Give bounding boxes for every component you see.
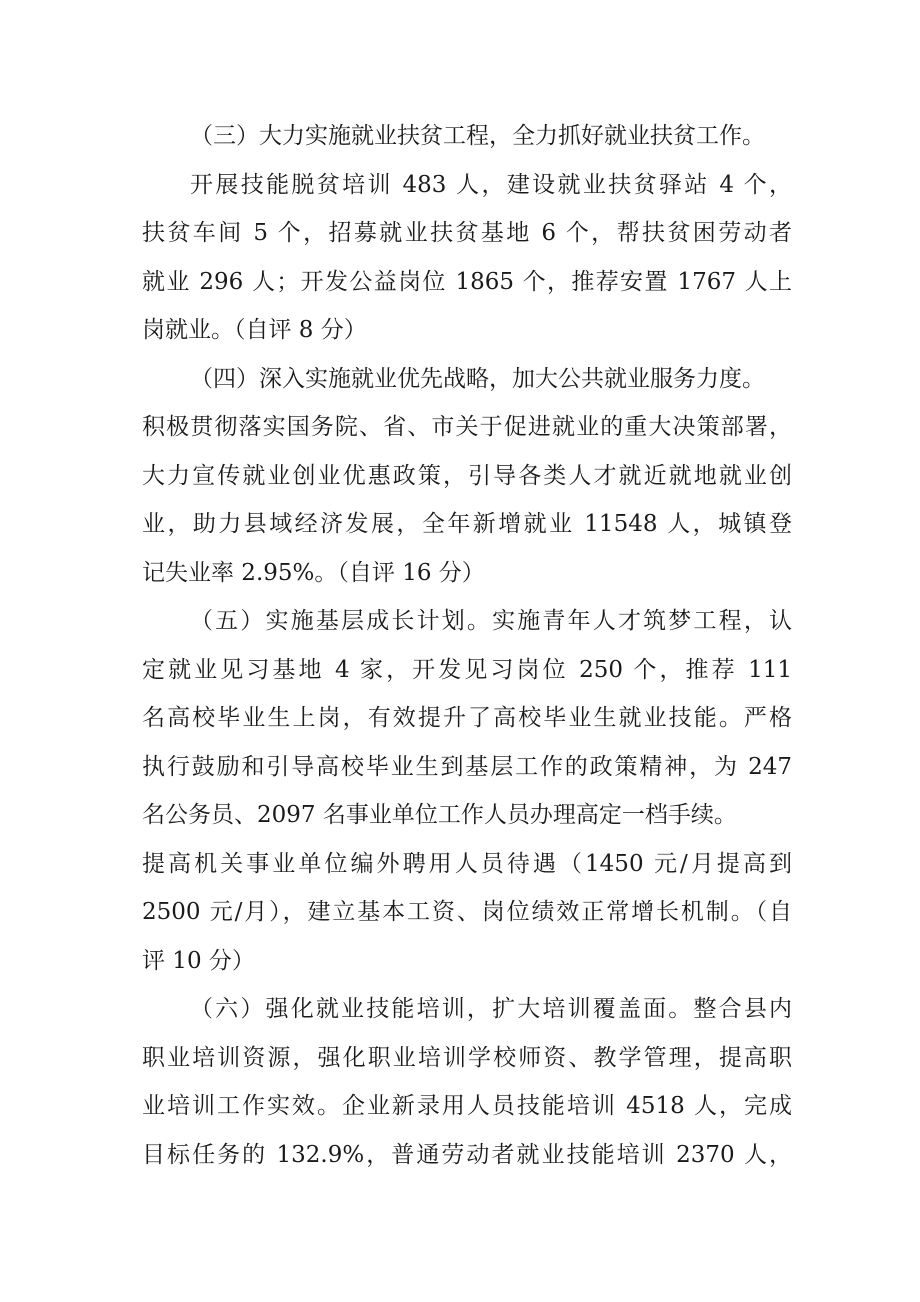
paragraph-heading-4: （四）深入实施就业优先战略，加大公共就业服务力度。 xyxy=(190,365,765,392)
paragraph-heading-3: （三）大力实施就业扶贫工程，全力抓好就业扶贫工作。 xyxy=(190,123,765,149)
paragraph-heading-5: （五）实施基层成长计划。实施青年人才筑梦工程，认 xyxy=(190,608,792,634)
text-line: 开展技能脱贫培训 483 人，建设就业扶贫驿站 4 个， xyxy=(190,171,792,198)
text-line: 业，助力县域经济发展，全年新增就业 11548 人，城镇登 xyxy=(142,511,792,537)
text-line: 岗就业。（自评 8 分） xyxy=(142,317,367,343)
text-line: 评 10 分） xyxy=(142,947,255,974)
paragraph-heading-6: （六）强化就业技能培训，扩大培训覆盖面。整合县内 xyxy=(190,996,792,1022)
text-line: 执行鼓励和引导高校毕业生到基层工作的政策精神，为 247 xyxy=(142,753,792,780)
text-line: 职业培训资源，强化职业培训学校师资、教学管理，提高职 xyxy=(142,1044,792,1071)
text-line: 目标任务的 132.9%，普通劳动者就业技能培训 2370 人， xyxy=(142,1141,792,1168)
text-line: 名公务员、2097 名事业单位工作人员办理高定一档手续。 xyxy=(142,802,737,828)
text-line: 就业 296 人；开发公益岗位 1865 个，推荐安置 1767 人上 xyxy=(142,268,792,295)
text-line: 大力宣传就业创业优惠政策，引导各类人才就近就地就业创 xyxy=(142,462,792,489)
text-line: 名高校毕业生上岗，有效提升了高校毕业生就业技能。严格 xyxy=(142,705,792,731)
text-line: 扶贫车间 5 个，招募就业扶贫基地 6 个，帮扶贫困劳动者 xyxy=(142,220,792,246)
text-line: 记失业率 2.95%。（自评 16 分） xyxy=(142,559,485,586)
text-line: 业培训工作实效。企业新录用人员技能培训 4518 人，完成 xyxy=(142,1093,792,1119)
text-line: 定就业见习基地 4 家，开发见习岗位 250 个，推荐 111 xyxy=(142,656,792,683)
text-line: 提高机关事业单位编外聘用人员待遇（1450 元/月提高到 xyxy=(142,850,792,877)
text-line: 积极贯彻落实国务院、省、市关于促进就业的重大决策部署， xyxy=(142,414,792,440)
document-body xyxy=(142,112,792,1179)
text-line: 2500 元/月），建立基本工资、岗位绩效正常增长机制。（自 xyxy=(142,899,792,925)
